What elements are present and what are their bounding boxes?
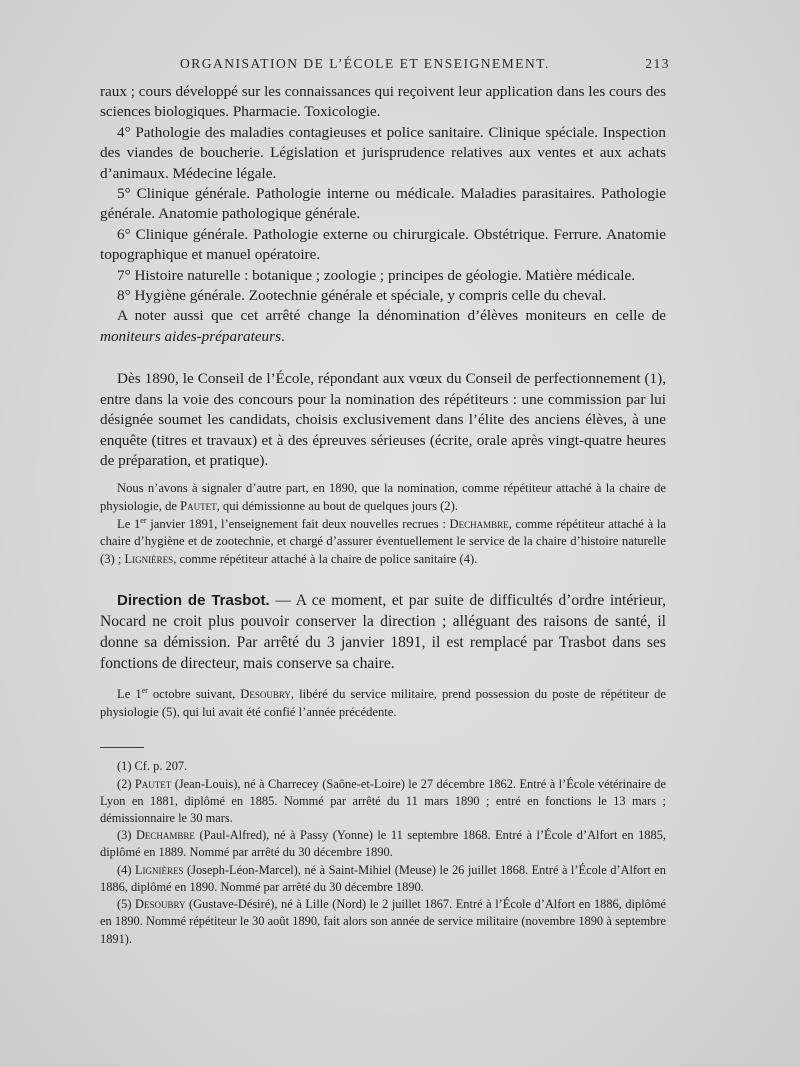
footnote-3 [100,827,666,861]
page-body [100,82,666,948]
person-name-lignieres: Lignières [124,551,174,566]
footnote-5 [100,896,666,948]
small2-text-d: , comme répétiteur attaché à la chaire de police sanitaire (4). [173,551,478,566]
list-item-5: 5° Clinique générale. Pathologie interne ou médicale. Maladies parasitaires. Pathologie générale. Anatomie pathologique générale. [100,185,666,223]
footnote-rule [100,747,144,748]
small2-text-a: Le 1 [117,516,141,531]
small-paragraph-1891 [100,516,666,569]
small1-text-a: Nous n’avons à signaler d’autre part, en 1890, que la nomination, comme répétiteur attaché à la chaire de physiologie, de [100,481,666,513]
footnote-4-mark: (4) [117,862,135,877]
footnote-4 [100,862,666,896]
small3-superscript: er [141,686,148,696]
footnote-3-name: Dechambre [135,828,195,843]
footnote-3-text: (Paul-Alfred), né à Passy (Yonne) le 11 septembre 1868. Entré à l’École d’Alfort en 1885, diplômé en 1889. Nommé par arrêté du 30 décembre 1890. [100,828,666,860]
small3-text-b: octobre suivant, [147,687,241,702]
person-name-desoubry: Desoubry [240,687,291,702]
paragraph-continuation: raux ; cours développé sur les connaissances qui reçoivent leur application dans les cours des sciences biologiques. Pharmacie. Toxicologie. [100,83,666,121]
small2-text-b: janvier 1891, l’enseignement fait deux nouvelles recrues : [146,516,450,531]
small-paragraph-desoubry [100,686,666,721]
person-name-pautet: Pautet [180,498,217,513]
footnotes [100,758,666,947]
paragraph-1890: Dès 1890, le Conseil de l’École, répondant aux vœux du Conseil de perfectionnement (1), entre dans la voie des concours pour la nomination des répétiteurs : une commission par lui désignée soumet les candidats, choisis exclusivement dans l’élite des anciens élèves, à une enquête (titres et travaux) et à des épreuves sérieuses (écrite, orale après vingt-quatre heures de préparation, et pratique). [100,370,666,469]
footnote-4-text: (Joseph-Léon-Marcel), né à Saint-Mihiel (Meuse) le 26 juillet 1868. Entré à l’École d’Alfort en 1886, diplômé en 1890. Nommé par arrêté du 30 décembre 1890. [100,862,666,894]
small1-text-b: , qui démissionne au bout de quelques jours (2). [216,498,458,513]
note-italic-term: moniteurs aides-préparateurs [100,327,281,345]
section-heading-trasbot: Direction de Trasbot. [117,592,270,610]
footnote-5-mark: (5) [117,897,136,912]
note-paragraph [100,306,666,347]
small-paragraph-pautet [100,480,666,515]
small2-text-c: , comme répétiteur attaché à la chaire d’hygiène et de zootechnie, et chargé d’assurer éventuellement le service de la chaire d’histoire naturelle (3) ; [100,516,666,566]
footnote-2-mark: (2) [117,776,135,791]
footnote-5-text: (Gustave-Désiré), né à Lille (Nord) le 2 juillet 1867. Entré à l’École d’Alfort en 1886, diplômé en 1890. Nommé répétiteur le 30 août 1890, fait alors son année de service militaire (novembre 1890 à septembre 1891). [100,897,666,946]
list-item-8: 8° Hygiène générale. Zootechnie générale et spéciale, y compris celle du cheval. [117,287,607,305]
list-item-7: 7° Histoire naturelle : botanique ; zoologie ; principes de géologie. Matière médicale. [117,266,636,284]
small3-text-c: , libéré du service militaire, prend possession du poste de répétiteur de physiologie (5), qui lui avait été confié l’année précédente. [100,687,666,719]
note-end: . [280,327,285,345]
footnote-2 [100,776,666,828]
footnote-4-name: Lignières [134,862,184,877]
footnote-2-text: (Jean-Louis), né à Charrecey (Saône-et-Loire) le 27 décembre 1862. Entré à l’École vétérinaire de Lyon en 1881, diplômé en 1885. Nommé par arrêté du 11 mars 1890 ; entré en fonctions le 13 mars ; démissionnaire le 30 mars. [100,776,666,826]
running-title: ORGANISATION DE L’ÉCOLE ET ENSEIGNEMENT. [180,56,550,71]
page-number: 213 [645,56,670,71]
list-item-4: 4° Pathologie des maladies contagieuses et police sanitaire. Clinique spéciale. Inspection des viandes de boucherie. Législation et jurisprudence relatives aux ventes et aux achats d’animaux. Médecine légale. [100,123,666,182]
trasbot-text: — A ce moment, et par suite de difficultés d’ordre intérieur, Nocard ne croit plus pouvoir conserver la direction ; alléguant des raisons de santé, il donne sa démission. Par arrêté du 3 janvier 1891, il est remplacé par Trasbot dans ses fonctions de directeur, mais conserve sa chaire. [100,592,666,673]
person-name-dechambre: Dechambre [449,516,509,531]
note-text: A noter aussi que cet arrêté change la dénomination d’élèves moniteurs en celle de [117,307,666,325]
list-item-6: 6° Clinique générale. Pathologie externe ou chirurgicale. Obstétrique. Ferrure. Anatomie topographique et manuel opératoire. [100,225,666,264]
footnote-2-name: Pautet [134,776,172,791]
small2-superscript: er [140,515,147,525]
running-header [180,56,670,72]
small3-text-a: Le 1 [117,687,142,702]
trasbot-paragraph [100,590,666,674]
footnote-5-name: Desoubry [135,897,186,912]
footnote-3-mark: (3) [117,828,136,843]
footnote-1: (1) Cf. p. 207. [117,759,188,774]
